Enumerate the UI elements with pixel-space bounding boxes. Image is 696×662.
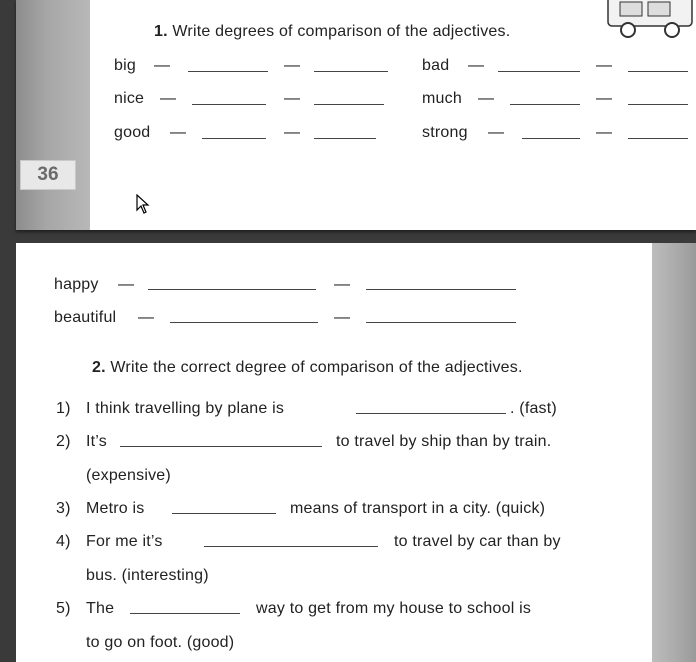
answer-blank[interactable] — [130, 613, 240, 614]
exercise2-number: 2. — [92, 359, 106, 376]
answer-blank[interactable] — [314, 104, 384, 105]
truck-illustration — [598, 0, 696, 40]
answer-blank[interactable] — [498, 71, 580, 72]
item-text: way to get from my house to school is — [256, 600, 532, 617]
item-hint: (expensive) — [86, 467, 171, 484]
page-edge-strip — [652, 243, 696, 662]
item-number: 4) — [56, 533, 71, 550]
dash: — — [596, 124, 612, 141]
item-number: 2) — [56, 433, 71, 450]
answer-blank[interactable] — [314, 138, 376, 139]
answer-blank[interactable] — [170, 322, 318, 323]
item-hint: to go on foot. (good) — [86, 634, 235, 651]
item-text: For me it’s — [86, 533, 163, 550]
item-text: Metro is — [86, 500, 145, 517]
answer-blank[interactable] — [192, 104, 266, 105]
adjective-nice: nice — [114, 90, 145, 107]
exercise1-heading — [154, 23, 510, 41]
adjective-happy: happy — [54, 276, 99, 293]
exercise1-number: 1. — [154, 23, 168, 40]
dash: — — [154, 57, 170, 74]
item-text: to travel by ship than by train. — [336, 433, 552, 450]
dash: — — [284, 57, 300, 74]
answer-blank[interactable] — [148, 289, 316, 290]
textbook-page-top — [16, 0, 696, 230]
dash: — — [118, 276, 134, 293]
exercise2-instruction: Write the correct degree of comparison of the adjectives. — [110, 359, 523, 376]
dash: — — [468, 57, 484, 74]
item-number: 5) — [56, 600, 71, 617]
answer-blank[interactable] — [366, 322, 516, 323]
answer-blank[interactable] — [356, 413, 506, 414]
item-text: The — [86, 600, 115, 617]
answer-blank[interactable] — [366, 289, 516, 290]
dash: — — [488, 124, 504, 141]
item-text: I think travelling by plane is — [86, 400, 285, 417]
item-text: It’s — [86, 433, 107, 450]
page-number: 36 — [20, 160, 76, 190]
item-number: 1) — [56, 400, 71, 417]
item-text: . (fast) — [510, 400, 557, 417]
adjective-good: good — [114, 124, 151, 141]
dash: — — [596, 57, 612, 74]
item-text: to travel by car than by — [394, 533, 561, 550]
dash: — — [138, 309, 154, 326]
dash: — — [596, 90, 612, 107]
textbook-page-bottom — [16, 243, 696, 662]
dash: — — [160, 90, 176, 107]
answer-blank[interactable] — [120, 446, 322, 447]
adjective-big: big — [114, 57, 136, 74]
answer-blank[interactable] — [522, 138, 580, 139]
exercise1-instruction: Write degrees of comparison of the adjectives. — [172, 23, 511, 40]
answer-blank[interactable] — [510, 104, 580, 105]
mouse-cursor-icon — [136, 194, 150, 214]
answer-blank[interactable] — [628, 104, 688, 105]
item-hint: bus. (interesting) — [86, 567, 209, 584]
adjective-bad: bad — [422, 57, 450, 74]
adjective-beautiful: beautiful — [54, 309, 117, 326]
adjective-much: much — [422, 90, 462, 107]
dash: — — [478, 90, 494, 107]
dash: — — [284, 90, 300, 107]
exercise2-heading — [92, 359, 523, 377]
answer-blank[interactable] — [172, 513, 276, 514]
item-text: means of transport in a city. (quick) — [290, 500, 546, 517]
answer-blank[interactable] — [628, 71, 688, 72]
adjective-strong: strong — [422, 124, 468, 141]
dash: — — [170, 124, 186, 141]
answer-blank[interactable] — [202, 138, 266, 139]
dash: — — [334, 309, 350, 326]
dash: — — [284, 124, 300, 141]
page-edge-strip — [16, 0, 90, 230]
item-number: 3) — [56, 500, 71, 517]
answer-blank[interactable] — [204, 546, 378, 547]
answer-blank[interactable] — [314, 71, 388, 72]
answer-blank[interactable] — [188, 71, 268, 72]
answer-blank[interactable] — [628, 138, 688, 139]
dash: — — [334, 276, 350, 293]
